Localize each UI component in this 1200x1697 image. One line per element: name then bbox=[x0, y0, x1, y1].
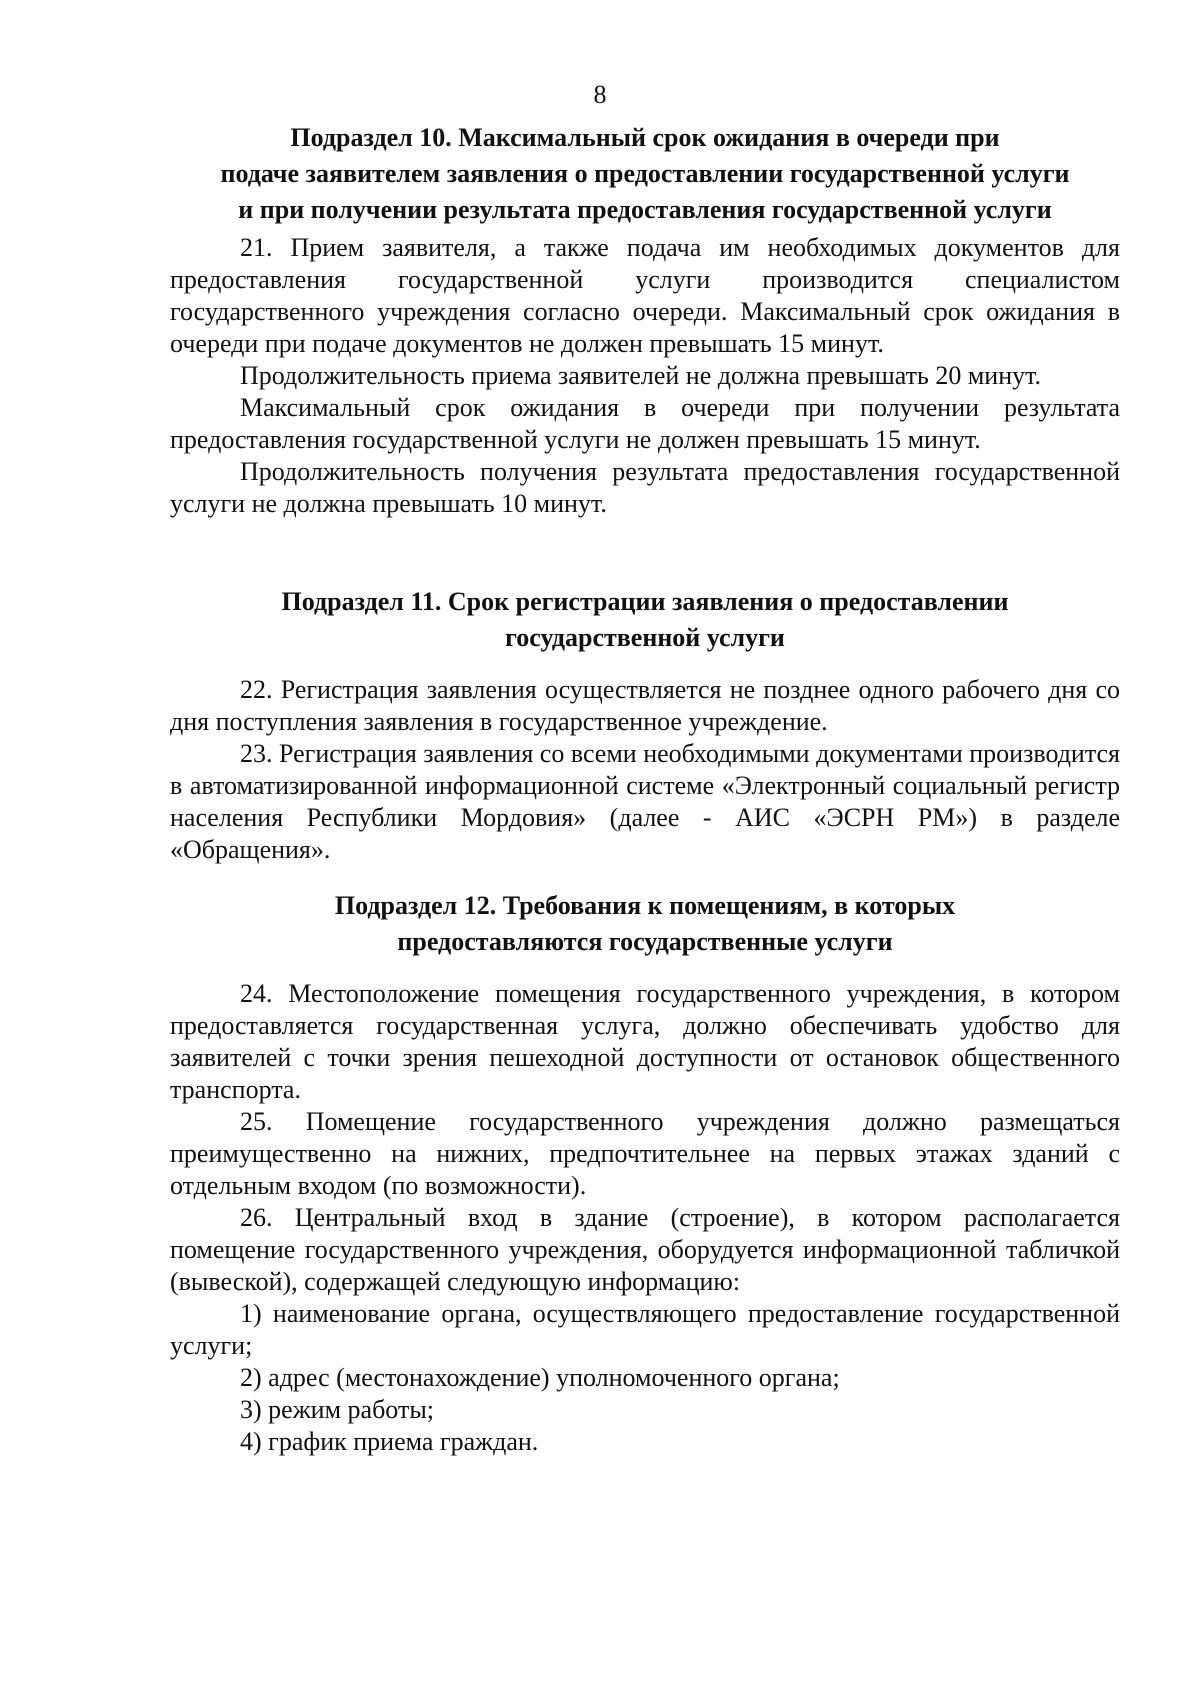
heading-line: и при получении результата предоставления государственной услуги bbox=[238, 195, 1052, 224]
paragraph-22: 22. Регистрация заявления осуществляется не позднее одного рабочего дня со дня поступления заявления в государственное учреждение. bbox=[170, 675, 1120, 736]
section-12 bbox=[170, 888, 1120, 960]
page-number: 8 bbox=[593, 80, 607, 109]
heading-line: Подраздел 11. Срок регистрации заявления о предоставлении bbox=[281, 587, 1009, 616]
list-item: 4) график приема граждан. bbox=[240, 1427, 539, 1456]
paragraph-26: 26. Центральный вход в здание (строение), в котором располагается помещение государственного учреждения, оборудуется информационной табличкой (вывеской), содержащей следующую информацию: bbox=[170, 1203, 1120, 1296]
paragraph: Продолжительность приема заявителей не должна превышать 20 минут. bbox=[240, 361, 1042, 390]
section-heading bbox=[170, 888, 1120, 960]
heading-line: подаче заявителем заявления о предоставлении государственной услуги bbox=[220, 159, 1070, 188]
section-heading bbox=[170, 120, 1120, 228]
section-11 bbox=[170, 584, 1120, 656]
list-item: 3) режим работы; bbox=[240, 1395, 435, 1424]
section-heading bbox=[170, 584, 1120, 656]
paragraph: Максимальный срок ожидания в очереди при получении результата предоставления государственной услуги не должен превышать 15 минут. bbox=[170, 393, 1120, 454]
list-item: 2) адрес (местонахождение) уполномоченного органа; bbox=[240, 1363, 840, 1392]
heading-line: Подраздел 10. Максимальный срок ожидания в очереди при bbox=[290, 123, 1000, 152]
section-10-body bbox=[170, 232, 1120, 520]
heading-line: предоставляются государственные услуги bbox=[397, 927, 893, 956]
heading-line: государственной услуги bbox=[505, 623, 785, 652]
section-10 bbox=[170, 120, 1120, 228]
paragraph: Продолжительность получения результата предоставления государственной услуги не должна превышать 10 минут. bbox=[170, 457, 1120, 518]
section-11-body bbox=[170, 674, 1120, 866]
list-item: 1) наименование органа, осуществляющего предоставление государственной услуги; bbox=[170, 1299, 1120, 1360]
heading-line: Подраздел 12. Требования к помещениям, в которых bbox=[334, 891, 956, 920]
paragraph-21: 21. Прием заявителя, а также подача им необходимых документов для предоставления государственной услуги производится специалистом государственного учреждения согласно очереди. Максимальный срок ожидания в очереди при подаче документов не должен превышать 15 минут. bbox=[170, 233, 1120, 358]
paragraph-24: 24. Местоположение помещения государственного учреждения, в котором предоставляется государственная услуга, должно обеспечивать удобство для заявителей с точки зрения пешеходной доступности от остановок общественного транспорта. bbox=[170, 979, 1120, 1104]
section-12-body bbox=[170, 978, 1120, 1458]
paragraph-23: 23. Регистрация заявления со всеми необходимыми документами производится в автоматизированной информационной системе «Электронный социальный регистр населения Республики Мордовия» (далее - АИС «ЭСРН РМ») в разделе «Обращения». bbox=[170, 739, 1121, 864]
paragraph-25: 25. Помещение государственного учреждения должно размещаться преимущественно на нижних, предпочтительнее на первых этажах зданий с отдельным входом (по возможности). bbox=[170, 1107, 1120, 1200]
